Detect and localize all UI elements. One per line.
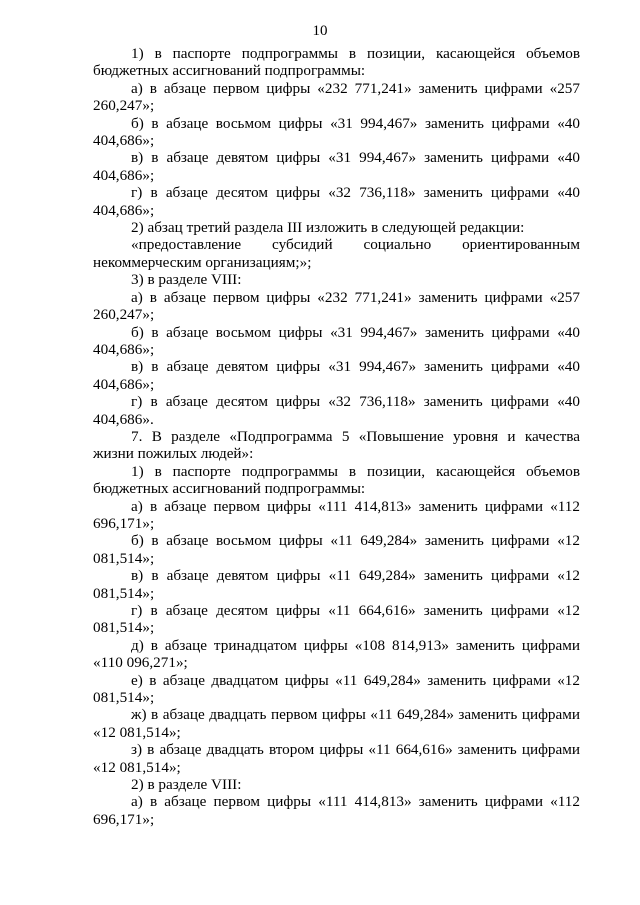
paragraph: г) в абзаце десятом цифры «32 736,118» заменить цифрами «40 404,686».: [93, 393, 580, 428]
document-body: [93, 45, 580, 828]
page-number: 10: [312, 23, 328, 39]
paragraph: 2) в разделе VIII:: [131, 776, 242, 794]
paragraph: б) в абзаце восьмом цифры «11 649,284» заменить цифрами «12 081,514»;: [93, 532, 580, 567]
paragraph: б) в абзаце восьмом цифры «31 994,467» заменить цифрами «40 404,686»;: [93, 114, 580, 150]
paragraph: а) в абзаце первом цифры «232 771,241» заменить цифрами «257 260,247»;: [93, 79, 580, 115]
paragraph: д) в абзаце тринадцатом цифры «108 814,913» заменить цифрами «110 096,271»;: [93, 636, 580, 672]
paragraph: б) в абзаце восьмом цифры «31 994,467» заменить цифрами «40 404,686»;: [93, 323, 580, 358]
paragraph: з) в абзаце двадцать втором цифры «11 664,616» заменить цифрами «12 081,514»;: [93, 741, 580, 776]
paragraph: а) в абзаце первом цифры «111 414,813» заменить цифрами «112 696,171»;: [93, 497, 580, 532]
paragraph: 7. В разделе «Подпрограмма 5 «Повышение уровня и качества жизни пожилых людей»:: [93, 427, 580, 463]
paragraph: г) в абзаце десятом цифры «32 736,118» заменить цифрами «40 404,686»;: [93, 184, 580, 219]
paragraph: а) в абзаце первом цифры «111 414,813» заменить цифрами «112 696,171»;: [93, 793, 580, 828]
paragraph: в) в абзаце девятом цифры «31 994,467» заменить цифрами «40 404,686»;: [93, 149, 580, 184]
paragraph: «предоставление субсидий социально ориентированным некоммерческим организациям;»;: [93, 236, 580, 271]
paragraph: 1) в паспорте подпрограммы в позиции, касающейся объемов бюджетных ассигнований подпрограммы:: [93, 462, 580, 498]
paragraph: 1) в паспорте подпрограммы в позиции, касающейся объемов бюджетных ассигнований подпрограммы:: [93, 45, 580, 80]
paragraph: г) в абзаце десятом цифры «11 664,616» заменить цифрами «12 081,514»;: [93, 602, 580, 637]
paragraph: 2) абзац третий раздела III изложить в следующей редакции:: [131, 219, 525, 237]
paragraph: в) в абзаце девятом цифры «11 649,284» заменить цифрами «12 081,514»;: [93, 567, 580, 602]
paragraph: в) в абзаце девятом цифры «31 994,467» заменить цифрами «40 404,686»;: [93, 358, 580, 393]
paragraph: ж) в абзаце двадцать первом цифры «11 649,284» заменить цифрами «12 081,514»;: [93, 706, 580, 741]
paragraph: е) в абзаце двадцатом цифры «11 649,284» заменить цифрами «12 081,514»;: [93, 671, 580, 707]
paragraph: 3) в разделе VIII:: [131, 271, 242, 289]
paragraph: а) в абзаце первом цифры «232 771,241» заменить цифрами «257 260,247»;: [93, 288, 580, 324]
